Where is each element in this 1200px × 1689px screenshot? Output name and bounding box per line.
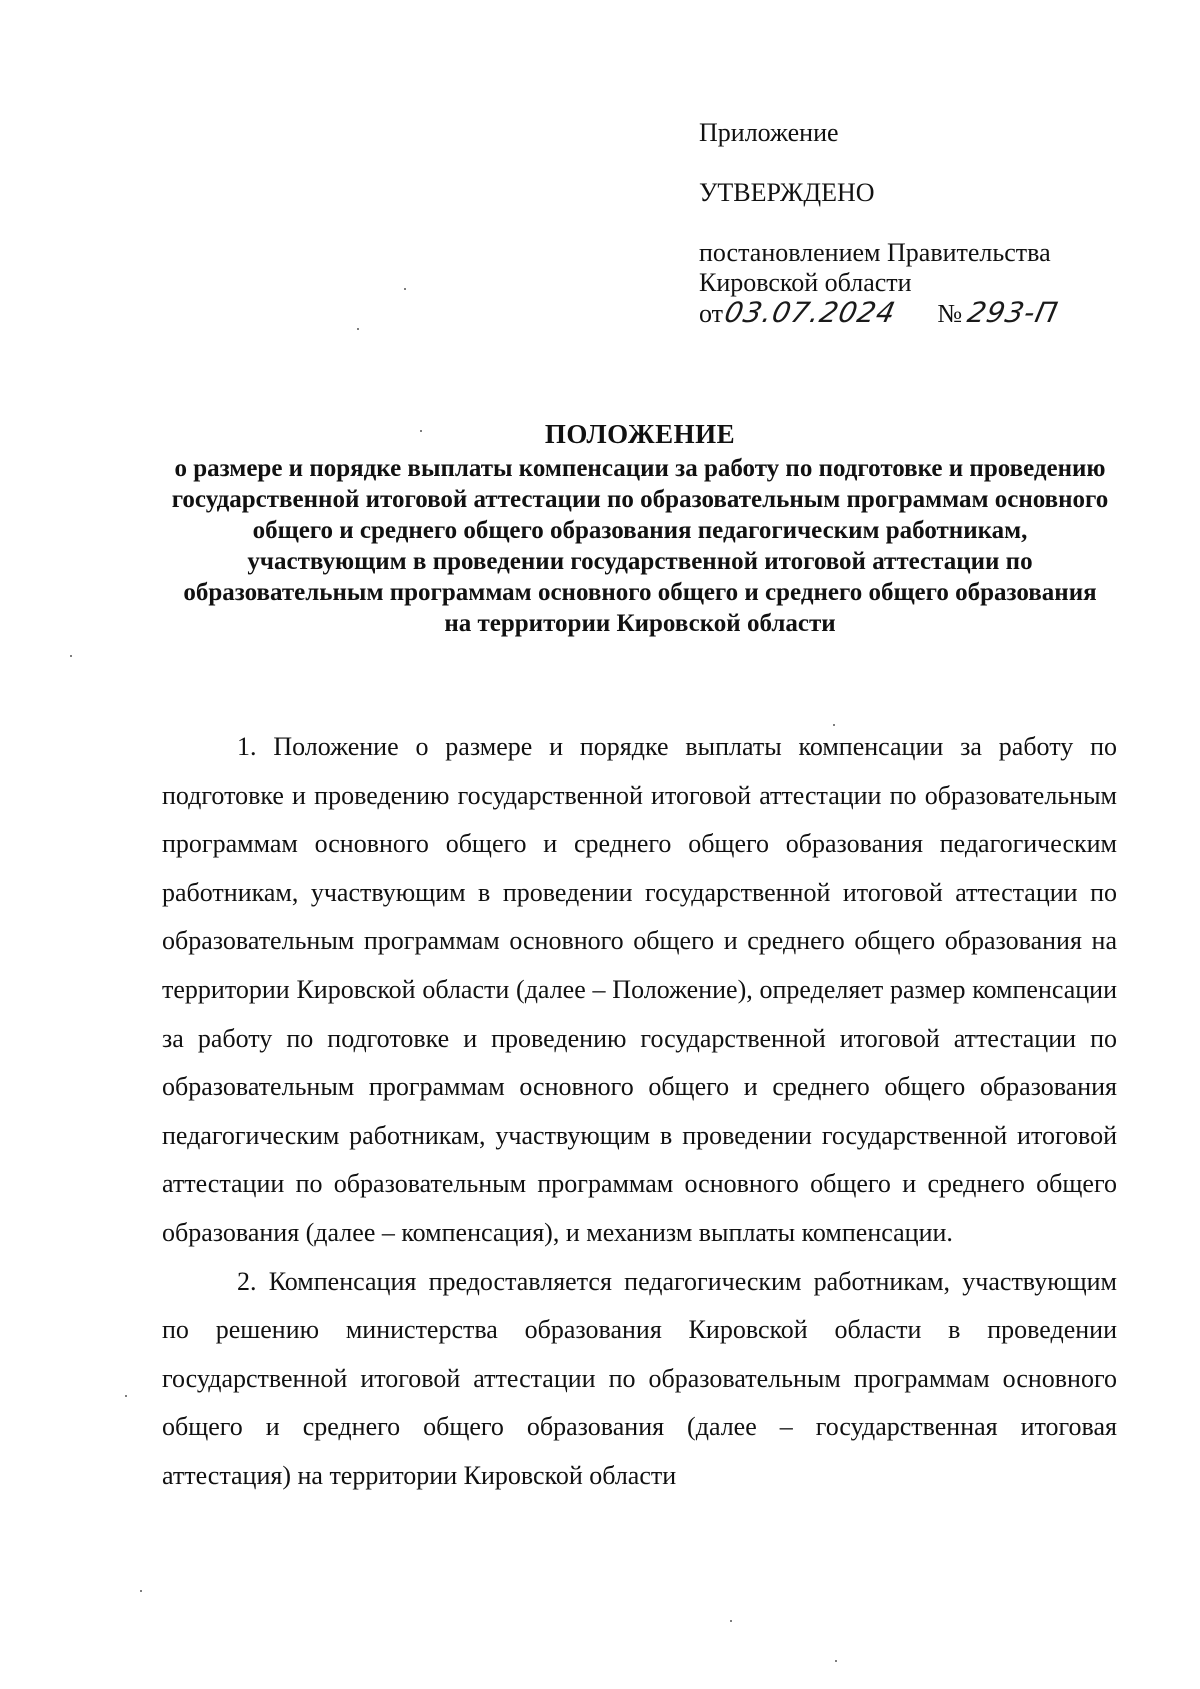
scan-speck [730, 1620, 732, 1622]
scan-speck [835, 1660, 837, 1662]
document-subtitle: о размере и порядке выплаты компенсации за работу по подготовке и проведению государственной итоговой аттестации по образовательным программам основного общего и среднего общего образования педагогическим работникам, участвующим в проведении государственной итоговой аттестации по образовательным программам основного общего и среднего общего образования на территории Кировской области [171, 455, 1109, 637]
resolution-line-2: Кировской области [699, 268, 912, 297]
scan-speck [357, 328, 359, 330]
scan-speck [125, 1395, 127, 1397]
handwritten-number: 293-П [964, 296, 1062, 329]
paragraph-1: 1. Положение о размере и порядке выплаты компенсации за работу по подготовке и проведению государственной итоговой аттестации по образовательным программам основного общего и среднего общего образования педагогическим работникам, участвующим в проведении государственной итоговой аттестации по образовательным программам основного общего и среднего общего образования на территории Кировской области (далее – Положение), определяет размер компенсации за работу по подготовке и проведению государственной итоговой аттестации по образовательным программам основного общего и среднего общего образования педагогическим работникам, участвующим в проведении государственной итоговой аттестации по образовательным программам основного общего и среднего общего образования (далее – компенсация), и механизм выплаты компенсации. [162, 732, 1117, 1247]
paragraph-2: 2. Компенсация предоставляется педагогическим работникам, участвующим по решению министерства образования Кировской области в проведении государственной итоговой аттестации по образовательным программам основного общего и среднего общего образования (далее – государственная итоговая аттестация) на территории Кировской области [162, 1266, 1117, 1490]
document-title: ПОЛОЖЕНИЕ [544, 419, 736, 449]
resolution-line-1: постановлением Правительства [699, 238, 1051, 267]
scan-speck [833, 724, 835, 726]
scan-speck [404, 288, 406, 290]
scan-speck [420, 430, 422, 432]
handwritten-date: 03.07.2024 [721, 296, 899, 329]
approved-stamp-text: УТВЕРЖДЕНО [699, 178, 875, 207]
scan-speck [70, 655, 72, 657]
date-prefix: от [699, 299, 724, 328]
document-body [162, 723, 1117, 1501]
resolution-date-row [699, 298, 1139, 329]
scan-speck [140, 1590, 142, 1592]
appendix-label: Приложение [699, 118, 839, 147]
number-label: № [937, 299, 963, 328]
document-heading [150, 417, 1130, 639]
approval-block [699, 118, 1139, 329]
